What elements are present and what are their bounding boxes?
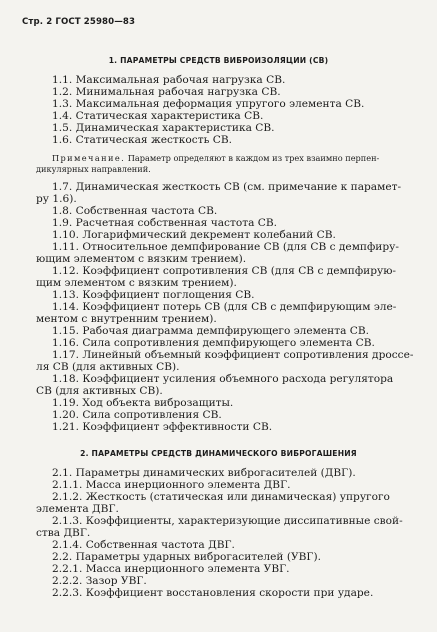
- note-text: Параметр определяют в каждом из трех взаимно перпен-: [127, 153, 380, 163]
- list-item: 1.6. Статическая жесткость СВ.: [52, 134, 232, 146]
- list-item: 1.20. Сила сопротивления СВ.: [52, 409, 222, 421]
- list-item: 1.5. Динамическая характеристика СВ.: [52, 122, 275, 134]
- list-item: 1.14. Коэффициент потерь СВ (для СВ с демпфирующим эле-: [52, 301, 397, 313]
- list-item: 1.17. Линейный объемный коэффициент сопротивления дроссе-: [52, 349, 414, 361]
- list-item: 1.2. Минимальная рабочая нагрузка СВ.: [52, 86, 281, 98]
- list-item: 2.2.1. Масса инерционного элемента УВГ.: [52, 563, 290, 575]
- list-item: 1.8. Собственная частота СВ.: [52, 205, 218, 217]
- section-2-title: 2. ПАРАМЕТРЫ СРЕДСТВ ДИНАМИЧЕСКОГО ВИБРОГАШЕНИЯ: [80, 449, 357, 458]
- section-1-title: 1. ПАРАМЕТРЫ СРЕДСТВ ВИБРОИЗОЛЯЦИИ (СВ): [108, 56, 329, 65]
- list-item: ля СВ (для активных СВ).: [36, 361, 180, 373]
- list-item: 2.2.2. Зазор УВГ.: [52, 575, 147, 587]
- list-item: 1.19. Ход объекта виброзащиты.: [52, 397, 234, 409]
- list-item: 1.10. Логарифмический декремент колебаний СВ.: [52, 229, 336, 241]
- list-item: 1.4. Статическая характеристика СВ.: [52, 110, 264, 122]
- list-item: 1.9. Расчетная собственная частота СВ.: [52, 217, 278, 229]
- list-item: 2.1.3. Коэффициенты, характеризующие диссипативные свой-: [52, 515, 403, 527]
- list-item: 2.1.1. Масса инерционного элемента ДВГ.: [52, 479, 291, 491]
- note-label: Примечание.: [52, 153, 126, 163]
- list-item: 2.1. Параметры динамических виброгасителей (ДВГ).: [52, 467, 356, 479]
- note-line: дикулярных направлений.: [36, 164, 151, 174]
- list-item: ру 1.6).: [36, 193, 77, 205]
- list-item: ментом с внутренним трением).: [36, 313, 217, 325]
- page-header: Стр. 2 ГОСТ 25980—83: [22, 17, 136, 27]
- list-item: 2.1.2. Жесткость (статическая или динамическая) упругого: [52, 491, 390, 503]
- list-item: 1.16. Сила сопротивления демпфирующего элемента СВ.: [52, 337, 375, 349]
- list-item: ющим элементом с вязким трением).: [36, 253, 247, 265]
- list-item: элемента ДВГ.: [36, 503, 119, 515]
- list-item: 1.3. Максимальная деформация упругого элемента СВ.: [52, 98, 365, 110]
- list-item: 1.18. Коэффициент усиления объемного расхода регулятора: [52, 373, 394, 385]
- list-item: 1.21. Коэффициент эффективности СВ.: [52, 421, 273, 433]
- list-item: 2.2. Параметры ударных виброгасителей (УВГ).: [52, 551, 321, 563]
- list-item: 1.13. Коэффициент поглощения СВ.: [52, 289, 255, 301]
- list-item: 1.12. Коэффициент сопротивления СВ (для СВ с демпфирую-: [52, 265, 397, 277]
- list-item: 2.1.4. Собственная частота ДВГ.: [52, 539, 235, 551]
- list-item: 1.1. Максимальная рабочая нагрузка СВ.: [52, 74, 286, 86]
- list-item: щим элементом с вязким трением).: [36, 277, 237, 289]
- note-line: [52, 153, 379, 163]
- list-item: ства ДВГ.: [36, 527, 91, 539]
- list-item: 1.7. Динамическая жесткость СВ (см. примечание к парамет-: [52, 181, 402, 193]
- list-item: 1.11. Относительное демпфирование СВ (для СВ с демпфиру-: [52, 241, 399, 253]
- list-item: СВ (для активных СВ).: [36, 385, 163, 397]
- list-item: 1.15. Рабочая диаграмма демпфирующего элемента СВ.: [52, 325, 370, 337]
- list-item: 2.2.3. Коэффициент восстановления скорости при ударе.: [52, 587, 374, 599]
